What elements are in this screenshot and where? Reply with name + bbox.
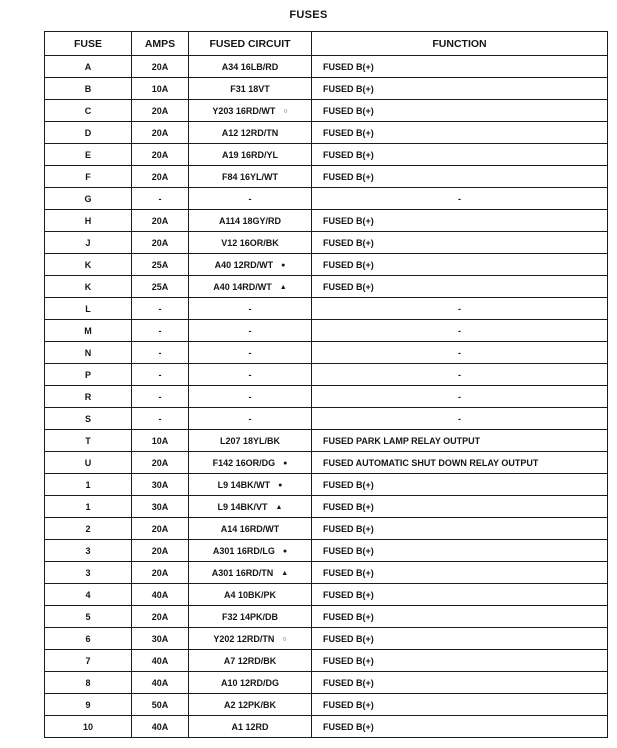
table-row [45, 584, 608, 606]
amps-cell: - [132, 298, 189, 320]
table-row [45, 122, 608, 144]
filled-circle-icon: ● [282, 547, 288, 555]
circuit-label: F142 16OR/DG [212, 457, 276, 468]
function-cell: - [312, 386, 608, 408]
circuit-cell [189, 474, 312, 496]
amps-cell: 20A [132, 518, 189, 540]
circuit-label: A14 16RD/WT [220, 523, 280, 534]
table-row [45, 298, 608, 320]
filled-triangle-icon: ▲ [281, 569, 289, 577]
circuit-cell [189, 430, 312, 452]
function-cell: FUSED B(+) [312, 78, 608, 100]
amps-cell: 20A [132, 540, 189, 562]
circuit-cell [189, 518, 312, 540]
circuit-label: A40 14RD/WT [213, 281, 272, 292]
table-row [45, 188, 608, 210]
fuse-cell: 6 [45, 628, 132, 650]
fuse-cell: K [45, 276, 132, 298]
open-circle-icon: ○ [283, 107, 288, 115]
filled-triangle-icon: ▲ [279, 283, 287, 291]
circuit-cell [189, 232, 312, 254]
circuit-label: A301 16RD/TN [211, 567, 274, 578]
function-cell: FUSED B(+) [312, 100, 608, 122]
function-cell: FUSED B(+) [312, 562, 608, 584]
function-cell: FUSED B(+) [312, 56, 608, 78]
circuit-label: A4 10BK/PK [223, 589, 277, 600]
fuse-cell: 2 [45, 518, 132, 540]
function-cell: FUSED B(+) [312, 518, 608, 540]
amps-cell: 10A [132, 430, 189, 452]
header-fuse: FUSE [45, 32, 132, 56]
circuit-label: V12 16OR/BK [221, 237, 279, 248]
table-row [45, 254, 608, 276]
fuse-cell: G [45, 188, 132, 210]
circuit-cell [189, 694, 312, 716]
function-cell: FUSED B(+) [312, 276, 608, 298]
fuse-cell: P [45, 364, 132, 386]
function-cell: FUSED B(+) [312, 122, 608, 144]
filled-circle-icon: ● [283, 459, 288, 467]
table-row [45, 78, 608, 100]
table-row [45, 606, 608, 628]
circuit-cell [189, 122, 312, 144]
fuse-cell: 3 [45, 562, 132, 584]
amps-cell: 20A [132, 232, 189, 254]
function-cell: - [312, 342, 608, 364]
circuit-label: A12 12RD/TN [221, 127, 279, 138]
circuit-cell [189, 188, 312, 210]
table-row [45, 364, 608, 386]
circuit-cell [189, 496, 312, 518]
circuit-label: - [248, 347, 252, 358]
circuit-label: - [248, 369, 252, 380]
circuit-label: Y203 16RD/WT [212, 105, 276, 116]
fuse-cell: B [45, 78, 132, 100]
fuse-cell: U [45, 452, 132, 474]
amps-cell: 25A [132, 254, 189, 276]
function-cell: FUSED B(+) [312, 694, 608, 716]
circuit-label: A114 18GY/RD [218, 215, 282, 226]
circuit-label: A34 16LB/RD [221, 61, 279, 72]
amps-cell: 25A [132, 276, 189, 298]
circuit-cell [189, 166, 312, 188]
function-cell: FUSED B(+) [312, 716, 608, 738]
circuit-cell [189, 364, 312, 386]
function-cell: FUSED B(+) [312, 144, 608, 166]
function-cell: FUSED B(+) [312, 628, 608, 650]
circuit-cell [189, 144, 312, 166]
table-row [45, 100, 608, 122]
circuit-cell [189, 650, 312, 672]
circuit-label: A301 16RD/LG [212, 545, 275, 556]
circuit-label: A40 12RD/WT [214, 259, 274, 270]
open-circle-icon: ○ [282, 635, 287, 643]
function-cell: FUSED B(+) [312, 254, 608, 276]
amps-cell: 40A [132, 716, 189, 738]
circuit-label: A19 16RD/YL [221, 149, 279, 160]
table-row [45, 276, 608, 298]
fuse-table [44, 31, 608, 738]
fuse-cell: 8 [45, 672, 132, 694]
circuit-label: - [248, 413, 252, 424]
fuse-cell: H [45, 210, 132, 232]
circuit-label: - [248, 325, 252, 336]
table-row [45, 144, 608, 166]
circuit-label: A7 12RD/BK [223, 655, 277, 666]
table-header-row [45, 32, 608, 56]
fuse-cell: F [45, 166, 132, 188]
amps-cell: - [132, 364, 189, 386]
amps-cell: - [132, 408, 189, 430]
function-cell: FUSED B(+) [312, 540, 608, 562]
circuit-label: A10 12RD/DG [220, 677, 280, 688]
function-cell: - [312, 408, 608, 430]
circuit-cell [189, 562, 312, 584]
filled-circle-icon: ● [281, 261, 286, 269]
table-row [45, 650, 608, 672]
function-cell: FUSED PARK LAMP RELAY OUTPUT [312, 430, 608, 452]
fuse-cell: 7 [45, 650, 132, 672]
table-row [45, 56, 608, 78]
circuit-cell [189, 606, 312, 628]
amps-cell: 30A [132, 628, 189, 650]
table-row [45, 232, 608, 254]
function-cell: FUSED B(+) [312, 210, 608, 232]
amps-cell: 50A [132, 694, 189, 716]
function-cell: FUSED B(+) [312, 606, 608, 628]
circuit-cell [189, 320, 312, 342]
table-row [45, 496, 608, 518]
table-row [45, 430, 608, 452]
function-cell: FUSED B(+) [312, 496, 608, 518]
amps-cell: 40A [132, 650, 189, 672]
function-cell: - [312, 320, 608, 342]
fuse-cell: E [45, 144, 132, 166]
amps-cell: 40A [132, 584, 189, 606]
amps-cell: 20A [132, 562, 189, 584]
fuse-cell: 10 [45, 716, 132, 738]
circuit-cell [189, 210, 312, 232]
amps-cell: 20A [132, 210, 189, 232]
circuit-label: A2 12PK/BK [223, 699, 277, 710]
table-row [45, 562, 608, 584]
function-cell: FUSED AUTOMATIC SHUT DOWN RELAY OUTPUT [312, 452, 608, 474]
circuit-label: A1 12RD [231, 721, 269, 732]
function-cell: FUSED B(+) [312, 650, 608, 672]
circuit-label: F32 14PK/DB [221, 611, 279, 622]
fuse-cell: 1 [45, 496, 132, 518]
function-cell: FUSED B(+) [312, 584, 608, 606]
circuit-cell [189, 452, 312, 474]
amps-cell: 20A [132, 100, 189, 122]
circuit-cell [189, 276, 312, 298]
circuit-cell [189, 716, 312, 738]
amps-cell: 20A [132, 452, 189, 474]
page-title: FUSES [289, 9, 328, 21]
circuit-cell [189, 342, 312, 364]
fuse-cell: R [45, 386, 132, 408]
table-row [45, 386, 608, 408]
circuit-cell [189, 254, 312, 276]
circuit-label: L207 18YL/BK [219, 435, 281, 446]
table-row [45, 474, 608, 496]
circuit-cell [189, 298, 312, 320]
header-fused-circuit: FUSED CIRCUIT [189, 32, 312, 56]
function-cell: FUSED B(+) [312, 672, 608, 694]
amps-cell: - [132, 188, 189, 210]
table-row [45, 166, 608, 188]
circuit-label: L9 14BK/VT [217, 501, 268, 512]
table-row [45, 452, 608, 474]
header-amps: AMPS [132, 32, 189, 56]
table-row [45, 694, 608, 716]
fuse-cell: C [45, 100, 132, 122]
fuse-cell: D [45, 122, 132, 144]
circuit-cell [189, 628, 312, 650]
amps-cell: 20A [132, 122, 189, 144]
amps-cell: - [132, 342, 189, 364]
fuse-cell: 4 [45, 584, 132, 606]
function-cell: FUSED B(+) [312, 232, 608, 254]
amps-cell: 20A [132, 144, 189, 166]
circuit-label: L9 14BK/WT [217, 479, 271, 490]
amps-cell: - [132, 386, 189, 408]
circuit-cell [189, 672, 312, 694]
fuse-cell: M [45, 320, 132, 342]
table-row [45, 540, 608, 562]
fuse-cell: 3 [45, 540, 132, 562]
fuse-cell: S [45, 408, 132, 430]
table-row [45, 716, 608, 738]
circuit-label: Y202 12RD/TN [213, 633, 275, 644]
circuit-cell [189, 584, 312, 606]
header-function: FUNCTION [312, 32, 608, 56]
circuit-cell [189, 408, 312, 430]
circuit-cell [189, 78, 312, 100]
table-row [45, 672, 608, 694]
fuse-table-body [45, 56, 608, 738]
circuit-cell [189, 100, 312, 122]
fuse-cell: L [45, 298, 132, 320]
function-cell: - [312, 298, 608, 320]
filled-circle-icon: ● [278, 481, 283, 489]
circuit-label: - [248, 391, 252, 402]
fuse-cell: 5 [45, 606, 132, 628]
amps-cell: 40A [132, 672, 189, 694]
fuse-cell: 9 [45, 694, 132, 716]
fuse-cell: K [45, 254, 132, 276]
function-cell: - [312, 364, 608, 386]
amps-cell: 20A [132, 56, 189, 78]
circuit-label: - [248, 193, 252, 204]
fuse-cell: J [45, 232, 132, 254]
circuit-label: F84 16YL/WT [221, 171, 278, 182]
circuit-cell [189, 540, 312, 562]
fuse-cell: 1 [45, 474, 132, 496]
filled-triangle-icon: ▲ [275, 503, 283, 511]
circuit-label: - [248, 303, 252, 314]
fuse-cell: A [45, 56, 132, 78]
circuit-label: F31 18VT [230, 83, 270, 94]
amps-cell: 30A [132, 474, 189, 496]
table-row [45, 210, 608, 232]
circuit-cell [189, 56, 312, 78]
table-row [45, 518, 608, 540]
amps-cell: 20A [132, 166, 189, 188]
table-row [45, 628, 608, 650]
amps-cell: 10A [132, 78, 189, 100]
table-row [45, 342, 608, 364]
function-cell: FUSED B(+) [312, 166, 608, 188]
fuse-cell: N [45, 342, 132, 364]
amps-cell: - [132, 320, 189, 342]
function-cell: FUSED B(+) [312, 474, 608, 496]
circuit-cell [189, 386, 312, 408]
table-row [45, 320, 608, 342]
fuse-cell: T [45, 430, 132, 452]
table-row [45, 408, 608, 430]
function-cell: - [312, 188, 608, 210]
amps-cell: 20A [132, 606, 189, 628]
amps-cell: 30A [132, 496, 189, 518]
